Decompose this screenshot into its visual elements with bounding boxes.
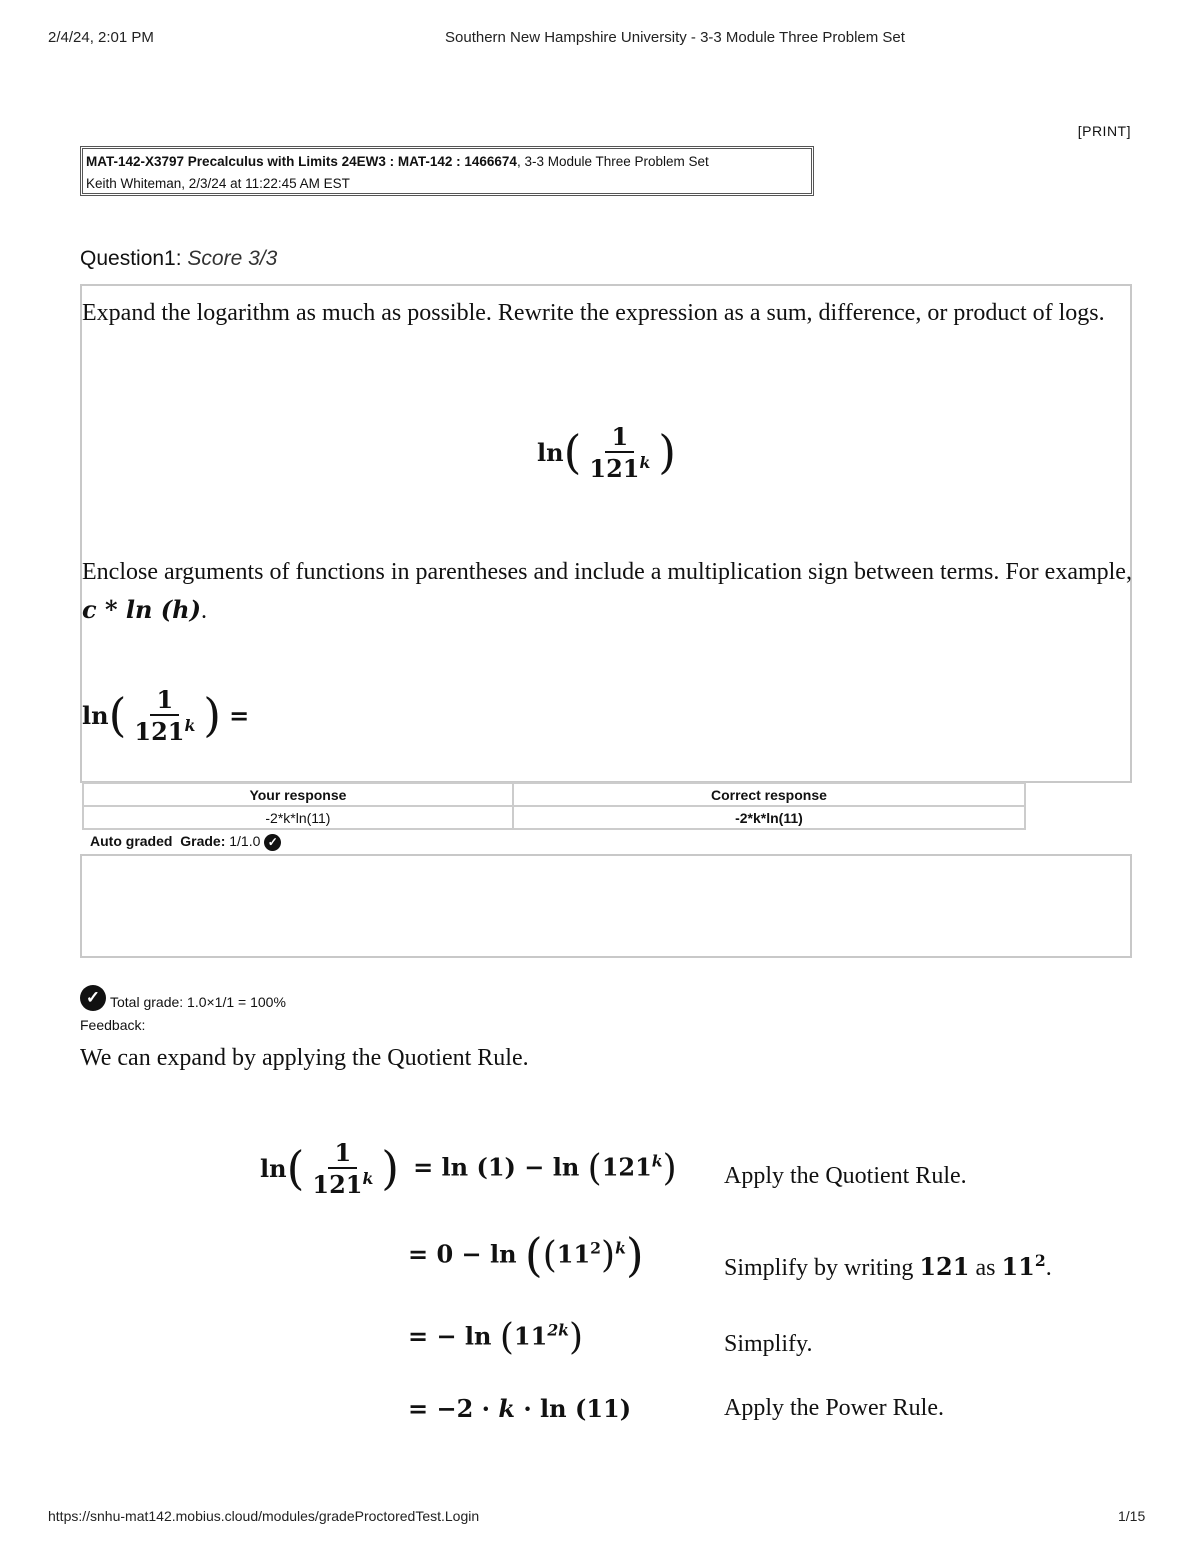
example-expression: c * ln (h) [82,595,201,624]
step-4-reason: Apply the Power Rule. [724,1395,944,1421]
step-3-expression: = − $\ln (11^{2k})$ [408,1317,584,1358]
comment-box [80,854,1132,958]
step-2-reason-mid: as [969,1255,1002,1281]
frac-den-exp: k [639,453,651,473]
question-expression: ln ( $\frac{1}{121^k}$ ) [537,422,677,484]
print-link[interactable]: [PRINT] [1077,123,1131,139]
step-1-reason: Apply the Quotient Rule. [724,1163,967,1189]
total-grade: Total grade: 1.0×1/1 = 100% [110,994,286,1010]
grade-value: 1/1.0 [229,833,261,849]
check-circle-icon: ✓ [264,834,281,851]
frac-numerator-2: 1 [150,687,179,716]
step-2-reason-a: 121 [919,1252,970,1281]
question-title [80,247,277,271]
question-score: Score 3/3 [187,247,278,270]
frac-den-base: 121 [589,454,640,484]
step-2-reason-b-exp: 2 [1034,1251,1046,1270]
total-grade-line [80,985,286,1011]
feedback-label: Feedback: [80,1017,146,1033]
your-response-value: -2*k*ln(11) [83,806,513,829]
correct-response-value: -2*k*ln(11) [513,806,1025,829]
step-2-expression: = $0 - \ln ((11^2)^k)$ [408,1229,644,1282]
question-instruction: Enclose arguments of functions in parentheses and include a multiplication sign between terms. For example, c * ln (h). [82,559,1132,624]
auto-graded-label: Auto graded [90,833,173,849]
step-2-reason-pre: Simplify by writing [724,1255,920,1281]
step-2-reason-b: 11 [1001,1252,1035,1281]
step-1-expression: ln ( $\frac{1}{121^k}$ ) = ln (1) − ln (121$^k$) [260,1138,677,1200]
correct-response-header: Correct response [513,783,1025,806]
frac-den-base-2: 121 [134,717,185,747]
ln-fn-2: ln [82,701,109,731]
question-label: Question1: [80,247,182,270]
equals-sign: = [229,701,250,731]
page-title: Southern New Hampshire University - 3-3 Module Three Problem Set [445,29,905,46]
instruction-text: Enclose arguments of functions in parentheses and include a multiplication sign between terms. For example, [82,559,1132,585]
step-4-expression: = −2 · k · ln (11) [408,1394,632,1423]
answer-expression: ln ( $\frac{1}{121^k}$ ) = [82,685,250,747]
check-circle-icon: ✓ [80,985,106,1011]
question-prompt: Expand the logarithm as much as possible. Rewrite the expression as a sum, difference, or product of logs. [82,300,1105,326]
grade-label: Grade: [180,833,226,849]
student-line: Keith Whiteman, 2/3/24 at 11:22:45 AM EST [86,176,350,191]
assignment-info-box [80,146,814,196]
frac-numerator: 1 [605,424,634,453]
frac-den-exp-2: k [184,716,196,736]
course-name: MAT-142-X3797 Precalculus with Limits 24EW3 : MAT-142 : 1466674 [86,154,517,169]
assignment-name: , 3-3 Module Three Problem Set [516,154,709,169]
step-3-reason: Simplify. [724,1331,813,1357]
page-number: 1/15 [1118,1508,1146,1524]
page-url: https://snhu-mat142.mobius.cloud/modules/gradeProctoredTest.Login [48,1508,480,1524]
ln-fn: ln [537,438,564,468]
feedback-intro: We can expand by applying the Quotient Rule. [80,1045,529,1071]
response-table [82,782,1026,830]
your-response-header: Your response [83,783,513,806]
print-datetime: 2/4/24, 2:01 PM [48,29,154,46]
auto-graded-line [90,833,281,851]
step-2-reason [724,1251,1052,1282]
step-2-reason-post: . [1045,1255,1052,1281]
